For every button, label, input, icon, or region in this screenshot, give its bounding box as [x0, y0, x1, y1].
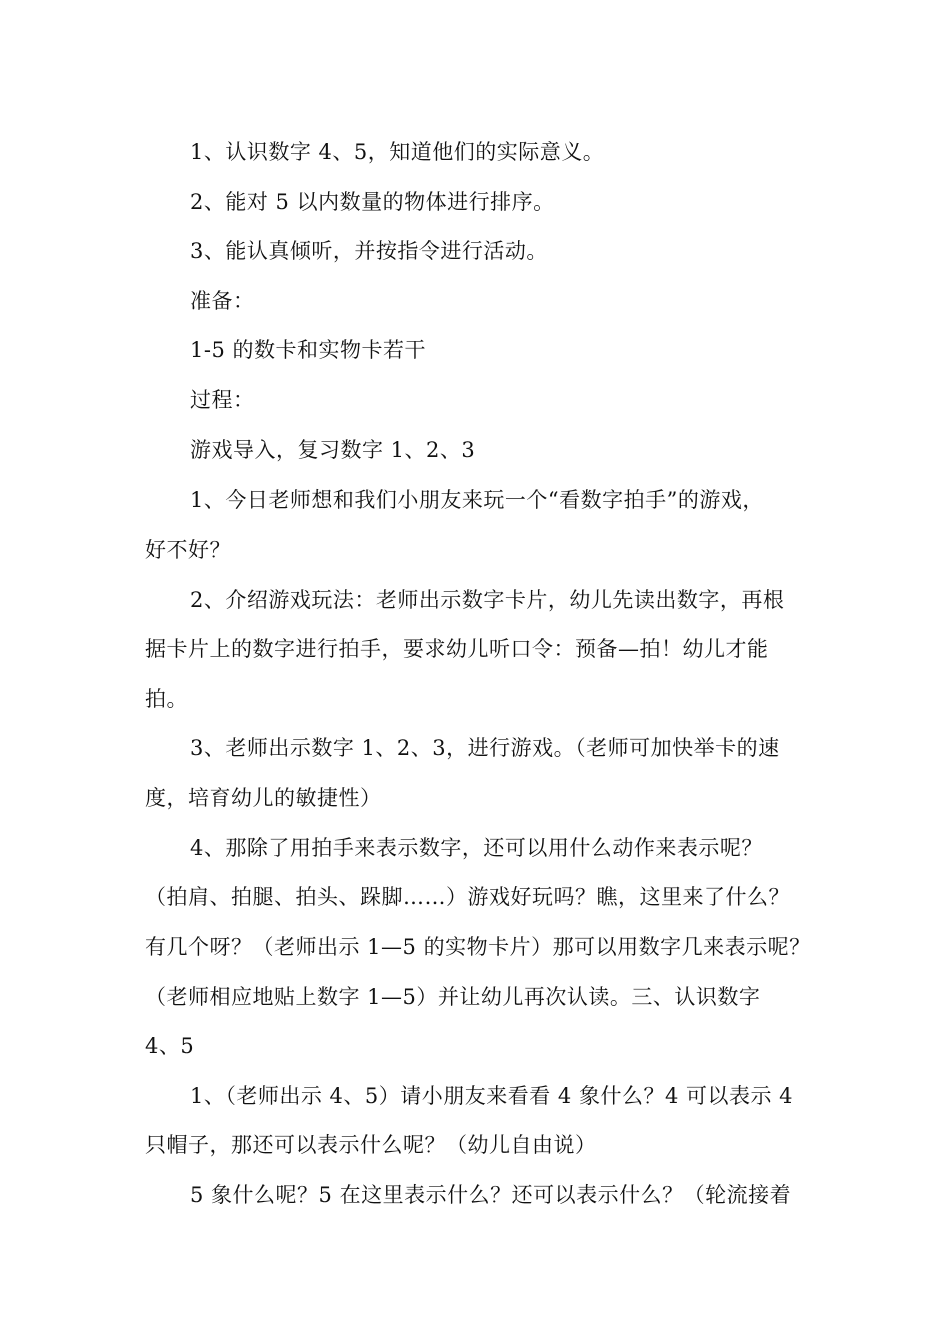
paragraph-line: 拍。	[145, 687, 188, 711]
paragraph-line: 4、5	[145, 1034, 195, 1058]
objective-line-2: 2、能对 5 以内数量的物体进行排序。	[190, 190, 555, 214]
objective-line-1: 1、认识数字 4、5，知道他们的实际意义。	[190, 140, 605, 164]
paragraph-line: 据卡片上的数字进行拍手，要求幼儿听口令：预备—拍！幼儿才能	[145, 637, 769, 661]
objective-line-3: 3、能认真倾听，并按指令进行活动。	[190, 239, 548, 263]
section-heading-game-intro: 游戏导入，复习数字 1、2、3	[190, 438, 476, 462]
paragraph-line: （拍肩、拍腿、拍头、跺脚……）游戏好玩吗？瞧，这里来了什么？	[145, 885, 790, 909]
paragraph-line: （老师相应地贴上数字 1—5）并让幼儿再次认读。三、认识数字	[145, 985, 761, 1009]
preparation-heading: 准备：	[190, 289, 255, 313]
paragraph-line: 度，培育幼儿的敏捷性）	[145, 786, 382, 810]
paragraph-line: 好不好？	[145, 538, 231, 562]
paragraph-line: 4、那除了用拍手来表示数字，还可以用什么动作来表示呢？	[190, 836, 763, 860]
preparation-text: 1-5 的数卡和实物卡若干	[190, 338, 426, 362]
process-heading: 过程：	[190, 388, 255, 412]
paragraph-line: 2、介绍游戏玩法：老师出示数字卡片，幼儿先读出数字，再根	[190, 588, 785, 612]
paragraph-line: 5 象什么呢？5 在这里表示什么？还可以表示什么？（轮流接着	[190, 1183, 792, 1207]
paragraph-line: 只帽子，那还可以表示什么呢？（幼儿自由说）	[145, 1133, 597, 1157]
paragraph-line: 3、老师出示数字 1、2、3，进行游戏。（老师可加快举卡的速	[190, 736, 780, 760]
paragraph-line: 1、今日老师想和我们小朋友来玩一个“看数字拍手”的游戏，	[190, 488, 764, 512]
paragraph-line: 有几个呀？（老师出示 1—5 的实物卡片）那可以用数字几来表示呢？	[145, 935, 811, 959]
paragraph-line: 1、（老师出示 4、5）请小朋友来看看 4 象什么？4 可以表示 4	[190, 1084, 794, 1108]
